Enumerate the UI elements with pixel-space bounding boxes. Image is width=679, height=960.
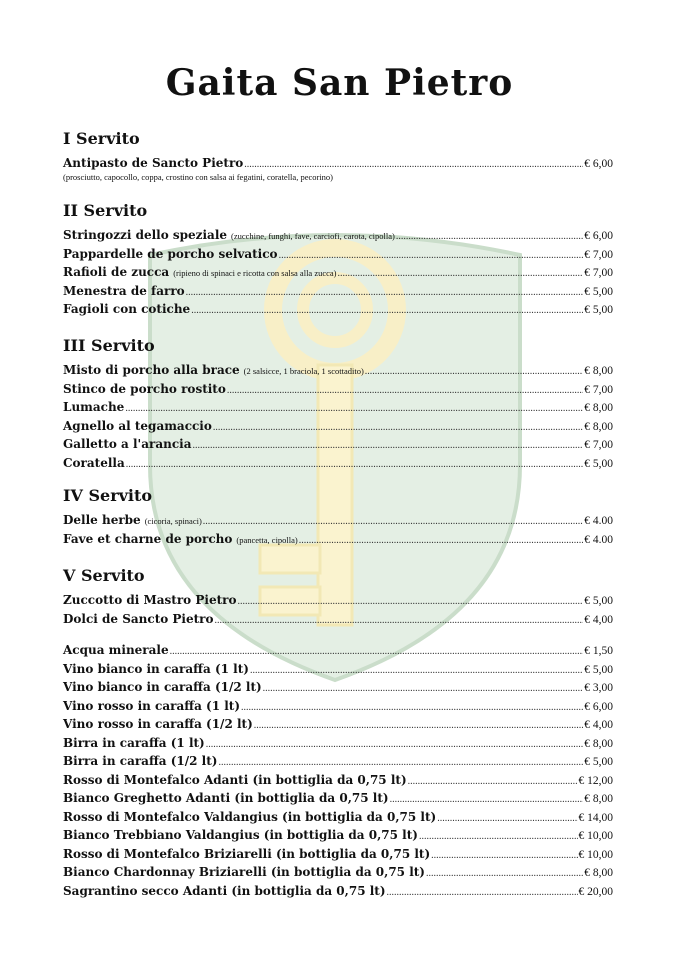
item-price: € 7,00 bbox=[584, 383, 613, 396]
item-price: € 20,00 bbox=[578, 885, 613, 898]
section-title: I Servito bbox=[63, 129, 140, 148]
item-price: € 7,00 bbox=[584, 439, 613, 451]
item-note: (cicoria, spinaci) bbox=[144, 516, 202, 526]
section-title: V Servito bbox=[63, 566, 145, 585]
dot-leader bbox=[213, 419, 583, 438]
menu-section bbox=[63, 565, 613, 628]
item-price: € 5,00 bbox=[584, 285, 613, 298]
menu-item bbox=[63, 752, 613, 771]
item-name: Dolci de Sancto Pietro bbox=[63, 611, 214, 626]
item-price: € 8,00 bbox=[584, 867, 613, 879]
item-price: € 8,00 bbox=[584, 402, 613, 414]
dot-leader bbox=[396, 228, 583, 247]
dot-leader bbox=[263, 680, 584, 699]
dot-leader bbox=[126, 456, 584, 475]
menu-item bbox=[63, 697, 613, 716]
item-name: Birra in caraffa (1/2 lt) bbox=[63, 754, 218, 768]
menu-item bbox=[63, 454, 613, 473]
menu-item bbox=[63, 511, 613, 530]
item-price: € 3,00 bbox=[584, 682, 613, 694]
item-name: Menestra de farro bbox=[63, 283, 185, 298]
menu-item bbox=[63, 361, 613, 380]
item-name: Fave et charne de porcho bbox=[63, 531, 233, 546]
item-name: Delle herbe bbox=[63, 513, 141, 527]
dot-leader bbox=[437, 810, 577, 829]
menu-item bbox=[63, 154, 613, 173]
item-name: Fagioli con cotiche bbox=[63, 302, 191, 316]
dot-leader bbox=[203, 513, 583, 532]
dot-leader bbox=[215, 612, 584, 631]
item-name: Bianco Trebbiano Valdangius (in bottiglia da 0,75 lt) bbox=[63, 828, 418, 842]
item-name: Rafioli de zucca bbox=[63, 265, 170, 279]
menu-item bbox=[63, 771, 613, 790]
item-price: € 4,00 bbox=[584, 719, 613, 731]
menu-item bbox=[63, 245, 613, 264]
dot-leader bbox=[186, 284, 584, 303]
item-price: € 4.00 bbox=[584, 533, 613, 546]
menu-item bbox=[63, 660, 613, 679]
menu-item bbox=[63, 300, 613, 319]
item-note: (zucchine, funghi, fave, carciofi, carota, cipolla) bbox=[231, 231, 395, 241]
item-price: € 12,00 bbox=[578, 774, 613, 787]
menu-item bbox=[63, 845, 613, 864]
item-price: € 8,00 bbox=[584, 737, 613, 750]
section-title: II Servito bbox=[63, 201, 148, 220]
dot-leader bbox=[365, 363, 583, 382]
dot-leader bbox=[419, 828, 578, 847]
menu-section bbox=[63, 128, 613, 185]
menu-section bbox=[63, 485, 613, 548]
item-name: Stringozzi dello speziale bbox=[63, 228, 228, 242]
menu-section bbox=[63, 200, 613, 319]
item-name: Sagrantino secco Adanti (in bottiglia da 0,75 lt) bbox=[63, 883, 386, 898]
menu-item bbox=[63, 417, 613, 436]
item-price: € 5,00 bbox=[584, 663, 613, 676]
page-title: Gaita San Pietro bbox=[165, 62, 514, 104]
item-name: Stinco de porcho rostito bbox=[63, 381, 226, 396]
item-price: € 14,00 bbox=[578, 811, 613, 824]
menu-item bbox=[63, 734, 613, 753]
dot-leader bbox=[250, 662, 583, 681]
item-name: Rosso di Montefalco Valdangius (in bottiglia da 0,75 lt) bbox=[63, 809, 437, 824]
dot-leader bbox=[241, 699, 583, 718]
dot-leader bbox=[431, 847, 577, 866]
dot-leader bbox=[279, 247, 584, 266]
dot-leader bbox=[227, 382, 583, 401]
item-note: (ripieno di spinaci e ricotta con salsa alla zucca) bbox=[173, 268, 337, 278]
item-price: € 10,00 bbox=[578, 830, 613, 842]
menu-item bbox=[63, 591, 613, 610]
item-price: € 6,00 bbox=[584, 230, 613, 242]
menu-item bbox=[63, 226, 613, 245]
menu-item bbox=[63, 610, 613, 629]
item-price: € 5,00 bbox=[584, 304, 613, 316]
item-name: Rosso di Montefalco Briziarelli (in bottiglia da 0,75 lt) bbox=[63, 846, 431, 861]
item-name: Bianco Greghetto Adanti (in bottiglia da 0,75 lt) bbox=[63, 791, 389, 805]
item-name: Antipasto de Sancto Pietro bbox=[63, 156, 244, 170]
item-price: € 5,00 bbox=[584, 756, 613, 768]
menu-section bbox=[63, 335, 613, 472]
item-price: € 7,00 bbox=[584, 248, 613, 261]
menu-item bbox=[63, 641, 613, 660]
dot-leader bbox=[426, 865, 583, 884]
item-name: Coratella bbox=[63, 455, 125, 470]
menu-item bbox=[63, 398, 613, 417]
item-note: (pancetta, cipolla) bbox=[236, 534, 298, 545]
menu-item bbox=[63, 380, 613, 399]
menu-item bbox=[63, 715, 613, 734]
item-price: € 5,00 bbox=[584, 595, 613, 607]
dot-leader bbox=[206, 736, 584, 755]
item-price: € 6,00 bbox=[584, 158, 613, 170]
item-name: Vino bianco in caraffa (1 lt) bbox=[63, 661, 249, 676]
item-name: Zuccotto di Mastro Pietro bbox=[63, 593, 237, 607]
item-note: (2 salsicce, 1 braciola, 1 scottadito) bbox=[243, 366, 364, 376]
item-name: Misto di porcho alla brace bbox=[63, 363, 240, 377]
item-name: Bianco Chardonnay Briziarelli (in bottiglia da 0,75 lt) bbox=[63, 865, 425, 879]
item-name: Rosso di Montefalco Adanti (in bottiglia da 0,75 lt) bbox=[63, 772, 407, 787]
item-name: Vino rosso in caraffa (1 lt) bbox=[63, 698, 241, 713]
section-title: III Servito bbox=[63, 336, 155, 355]
item-price: € 5,00 bbox=[584, 457, 613, 470]
section-title: IV Servito bbox=[63, 486, 153, 505]
item-name: Pappardelle de porcho selvatico bbox=[63, 246, 278, 261]
dot-leader bbox=[254, 717, 584, 736]
menu-item bbox=[63, 678, 613, 697]
item-price: € 8,00 bbox=[584, 420, 613, 433]
item-name: Vino rosso in caraffa (1/2 lt) bbox=[63, 717, 253, 731]
item-name: Vino bianco in caraffa (1/2 lt) bbox=[63, 680, 262, 694]
item-price: € 4.00 bbox=[584, 515, 613, 527]
item-subnote: (prosciutto, capocollo, coppa, crostino con salsa ai fegatini, coratella, pecorino) bbox=[63, 171, 334, 182]
dot-leader bbox=[192, 437, 583, 456]
item-price: € 4,00 bbox=[584, 613, 613, 626]
dot-leader bbox=[237, 593, 583, 612]
item-price: € 7,00 bbox=[584, 267, 613, 279]
drinks-section bbox=[63, 641, 613, 900]
menu-item bbox=[63, 808, 613, 827]
item-price: € 6,00 bbox=[584, 700, 613, 713]
item-name: Acqua minerale bbox=[63, 643, 169, 657]
item-name: Galletto a l'arancia bbox=[63, 437, 192, 451]
menu-item bbox=[63, 530, 613, 549]
item-price: € 1,50 bbox=[584, 645, 613, 657]
dot-leader bbox=[299, 532, 583, 551]
dot-leader bbox=[191, 302, 583, 321]
item-name: Agnello al tegamaccio bbox=[63, 418, 212, 433]
menu-item bbox=[63, 282, 613, 301]
item-name: Birra in caraffa (1 lt) bbox=[63, 735, 205, 750]
dot-leader bbox=[408, 773, 578, 792]
item-name: Lumache bbox=[63, 400, 125, 414]
item-price: € 8,00 bbox=[584, 365, 613, 377]
menu-item bbox=[63, 263, 613, 282]
menu-item bbox=[63, 826, 613, 845]
dot-leader bbox=[387, 884, 578, 903]
menu-item bbox=[63, 789, 613, 808]
menu-item bbox=[63, 435, 613, 454]
item-price: € 10,00 bbox=[578, 848, 613, 861]
menu-item bbox=[63, 882, 613, 901]
dot-leader bbox=[338, 265, 584, 284]
menu-item bbox=[63, 863, 613, 882]
item-price: € 8,00 bbox=[584, 793, 613, 805]
